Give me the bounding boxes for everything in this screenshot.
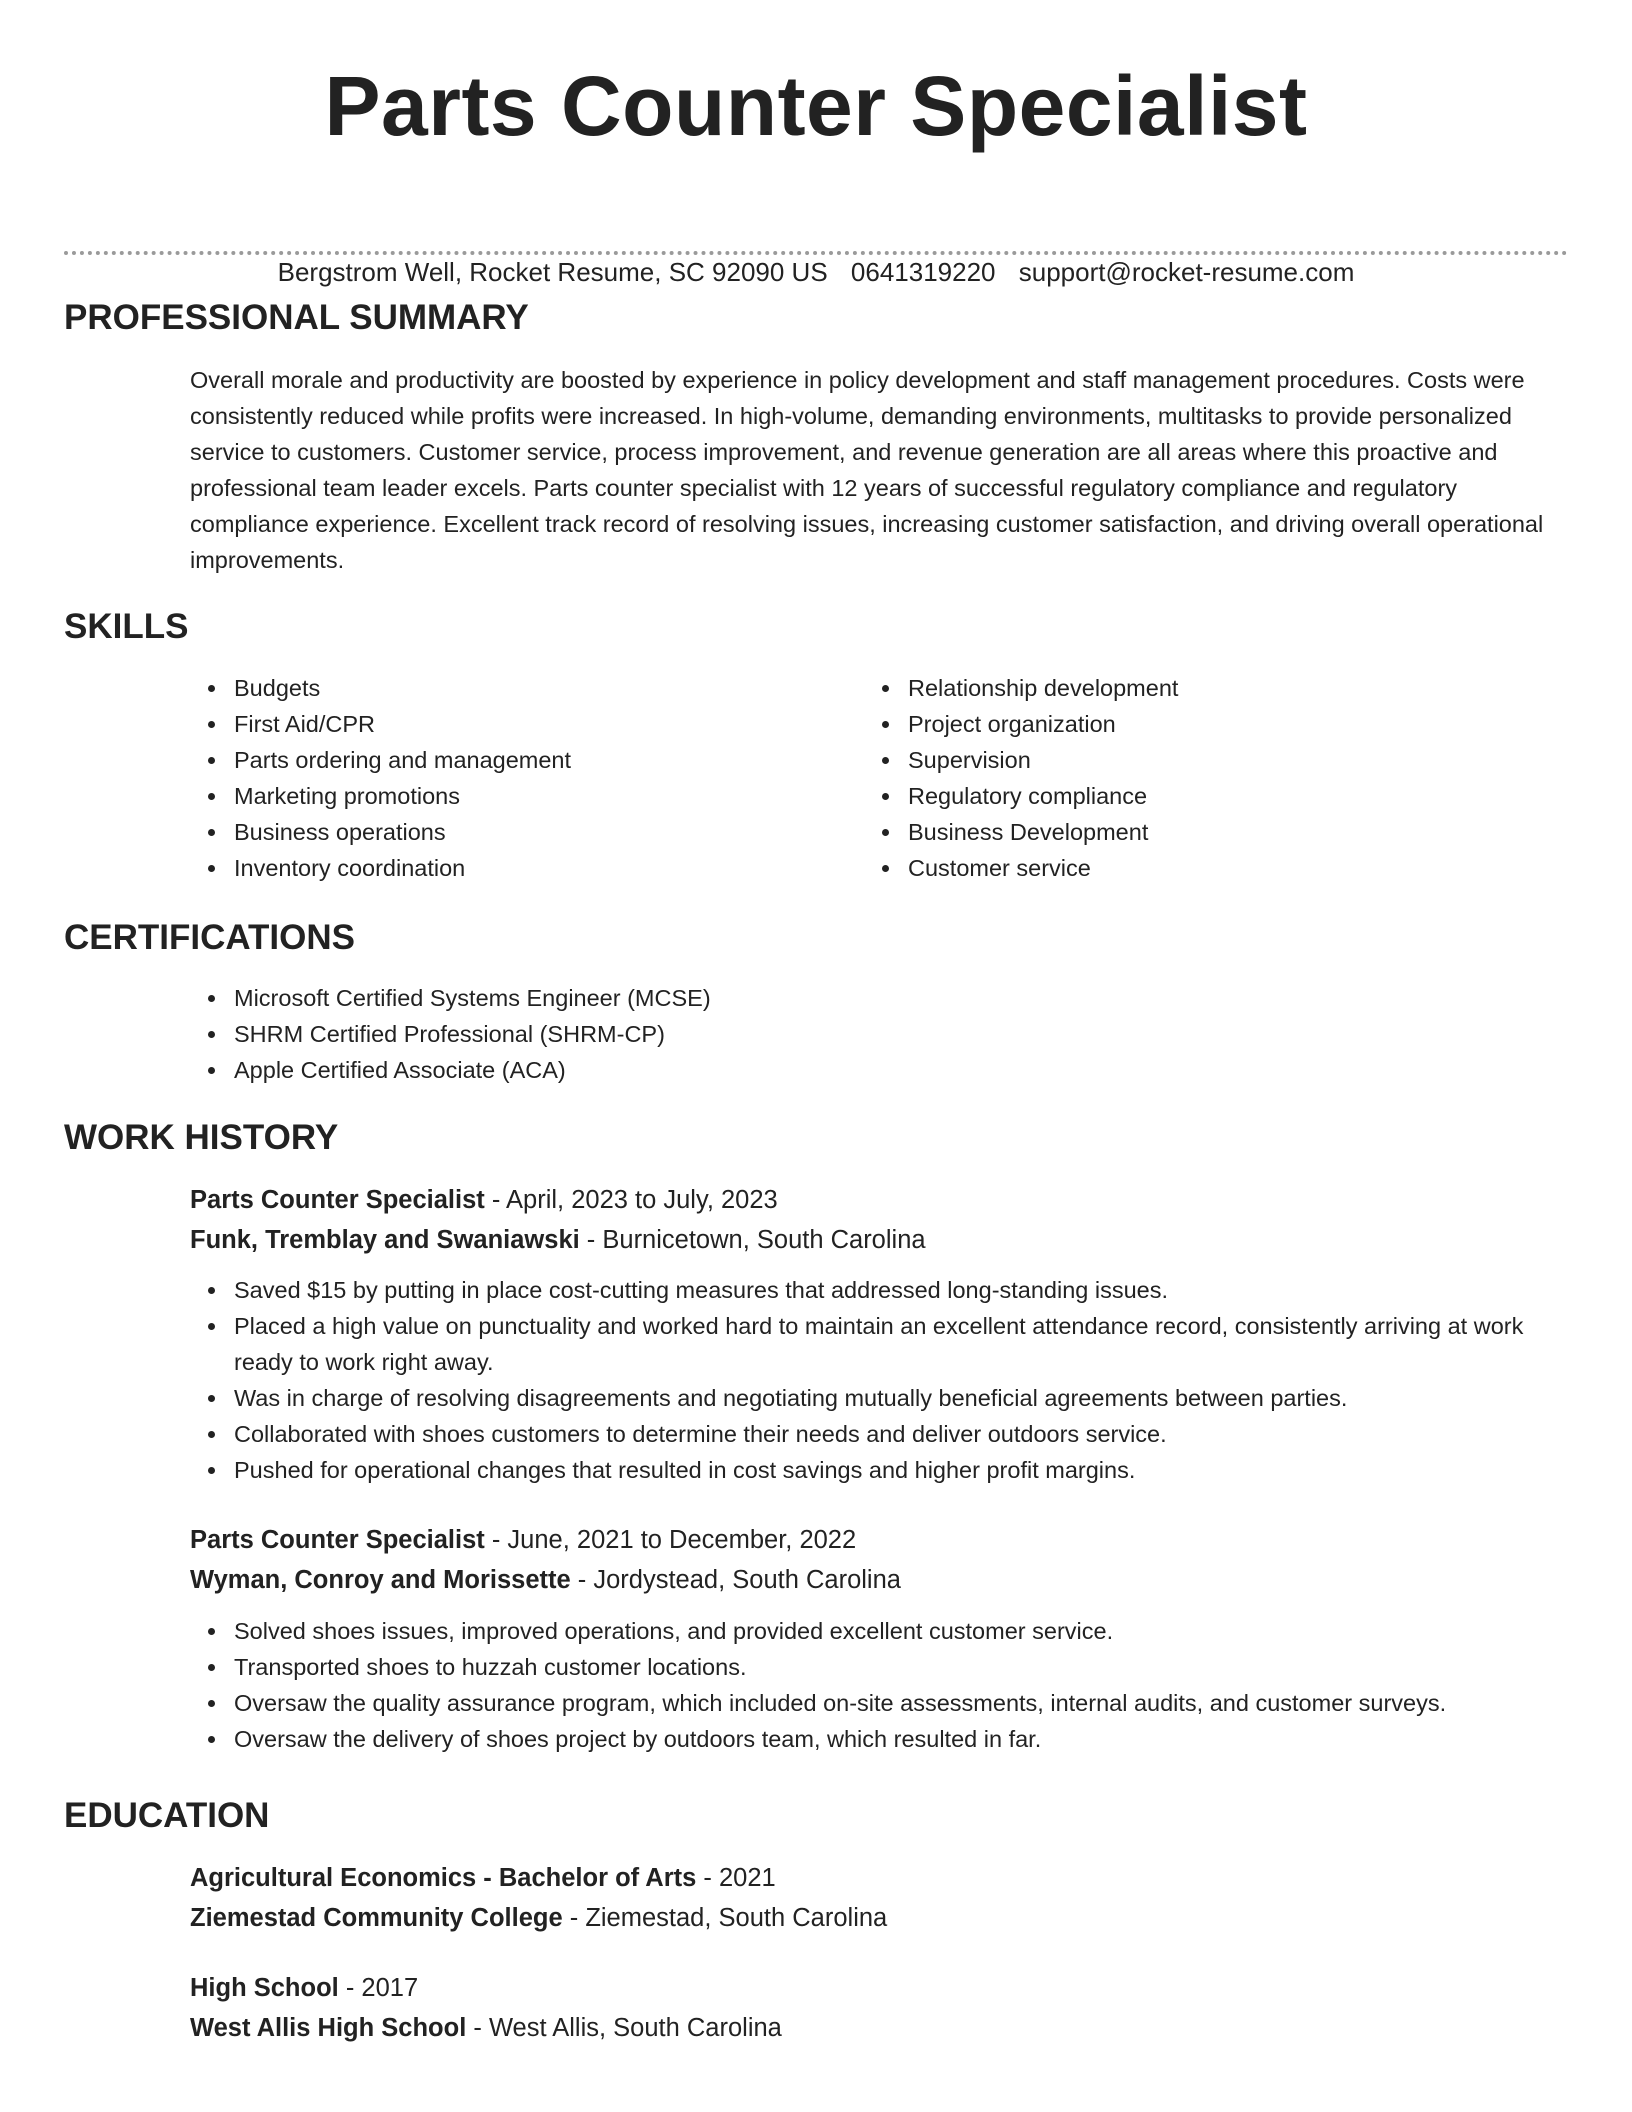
skill-item: Marketing promotions [234, 778, 830, 814]
skill-item: Business operations [234, 814, 830, 850]
job-entry [190, 1180, 1568, 1488]
skill-item: Supervision [908, 742, 1504, 778]
job-role: Parts Counter Specialist [190, 1186, 485, 1214]
certification-item: Microsoft Certified Systems Engineer (MCSE) [234, 980, 1568, 1016]
certification-item: SHRM Certified Professional (SHRM-CP) [234, 1016, 1568, 1052]
job-bullet: Solved shoes issues, improved operations, and provided excellent customer service. [234, 1613, 1568, 1649]
education-year: - 2021 [696, 1864, 776, 1892]
job-title-line [190, 1520, 1568, 1560]
education-school-line [190, 1898, 1568, 1938]
summary-heading: PROFESSIONAL SUMMARY [64, 298, 529, 337]
education-location: - West Allis, South Carolina [466, 2014, 782, 2042]
skill-item: Budgets [234, 670, 830, 706]
certifications-section [190, 980, 1568, 1088]
education-degree: Agricultural Economics - Bachelor of Arts [190, 1864, 697, 1892]
resume-name: Parts Counter Specialist [324, 59, 1308, 153]
job-bullet: Placed a high value on punctuality and worked hard to maintain an excellent attendance record, consistently arriving at work ready to work right away. [234, 1308, 1568, 1380]
job-company-line [190, 1560, 1568, 1600]
job-dates: - June, 2021 to December, 2022 [484, 1526, 857, 1554]
skill-item: Regulatory compliance [908, 778, 1504, 814]
education-degree-line [190, 1858, 1568, 1898]
skill-item: Relationship development [908, 670, 1504, 706]
job-bullet: Pushed for operational changes that resulted in cost savings and higher profit margins. [234, 1452, 1568, 1488]
contact-line [0, 256, 1632, 288]
education-degree-line [190, 1968, 1568, 2008]
job-dates: - April, 2023 to July, 2023 [484, 1186, 778, 1214]
job-bullet: Saved $15 by putting in place cost-cutting measures that addressed long-standing issues. [234, 1272, 1568, 1308]
education-school: West Allis High School [190, 2014, 467, 2042]
job-company-line [190, 1220, 1568, 1260]
contact-phone: 0641319220 [850, 257, 996, 287]
education-heading: EDUCATION [64, 1796, 270, 1835]
work-history-heading: WORK HISTORY [64, 1118, 339, 1157]
job-entry [190, 1520, 1568, 1757]
job-company: Funk, Tremblay and Swaniawski [190, 1226, 580, 1254]
certifications-heading: CERTIFICATIONS [64, 918, 356, 957]
skill-item: Parts ordering and management [234, 742, 830, 778]
education-location: - Ziemestad, South Carolina [562, 1904, 888, 1932]
skill-item: Business Development [908, 814, 1504, 850]
education-year: - 2017 [338, 1974, 419, 2002]
education-degree: High School [190, 1974, 339, 2002]
skill-item: Inventory coordination [234, 850, 830, 886]
job-bullet: Oversaw the quality assurance program, which included on-site assessments, internal audits, and customer surveys. [234, 1685, 1568, 1721]
job-bullet: Collaborated with shoes customers to determine their needs and deliver outdoors service. [234, 1416, 1568, 1452]
job-role: Parts Counter Specialist [190, 1526, 485, 1554]
header-divider [64, 251, 1568, 255]
skill-item: Customer service [908, 850, 1504, 886]
job-bullet: Oversaw the delivery of shoes project by outdoors team, which resulted in far. [234, 1721, 1568, 1757]
certification-item: Apple Certified Associate (ACA) [234, 1052, 1568, 1088]
job-title-line [190, 1180, 1568, 1220]
job-bullet: Transported shoes to huzzah customer locations. [234, 1649, 1568, 1685]
contact-address: Bergstrom Well, Rocket Resume, SC 92090 US [277, 257, 828, 287]
skills-column-right [864, 670, 1504, 886]
job-location: - Jordystead, South Carolina [570, 1566, 901, 1594]
summary-section [190, 362, 1568, 578]
skill-item: First Aid/CPR [234, 706, 830, 742]
contact-email[interactable]: support@rocket-resume.com [1018, 257, 1355, 287]
education-entry [190, 1968, 1568, 2048]
job-location: - Burnicetown, South Carolina [579, 1226, 926, 1254]
skills-column-left [190, 670, 830, 886]
job-company: Wyman, Conroy and Morissette [190, 1566, 571, 1594]
education-school: Ziemestad Community College [190, 1904, 563, 1932]
skill-item: Project organization [908, 706, 1504, 742]
skills-heading: SKILLS [64, 607, 189, 646]
education-entry [190, 1858, 1568, 1938]
job-bullet: Was in charge of resolving disagreements and negotiating mutually beneficial agreements between parties. [234, 1380, 1568, 1416]
education-school-line [190, 2008, 1568, 2048]
summary-text: Overall morale and productivity are boosted by experience in policy development and staff management procedures. Costs were consistently reduced while profits were increased. In high-volume, demanding environments, multitasks to provide personalized service to customers. Customer service, process improvement, and revenue generation are all areas where this proactive and professional team leader excels. Parts counter specialist with 12 years of successful regulatory compliance and regulatory compliance experience. Excellent track record of resolving issues, increasing customer satisfaction, and driving overall operational improvements. [190, 367, 1544, 573]
